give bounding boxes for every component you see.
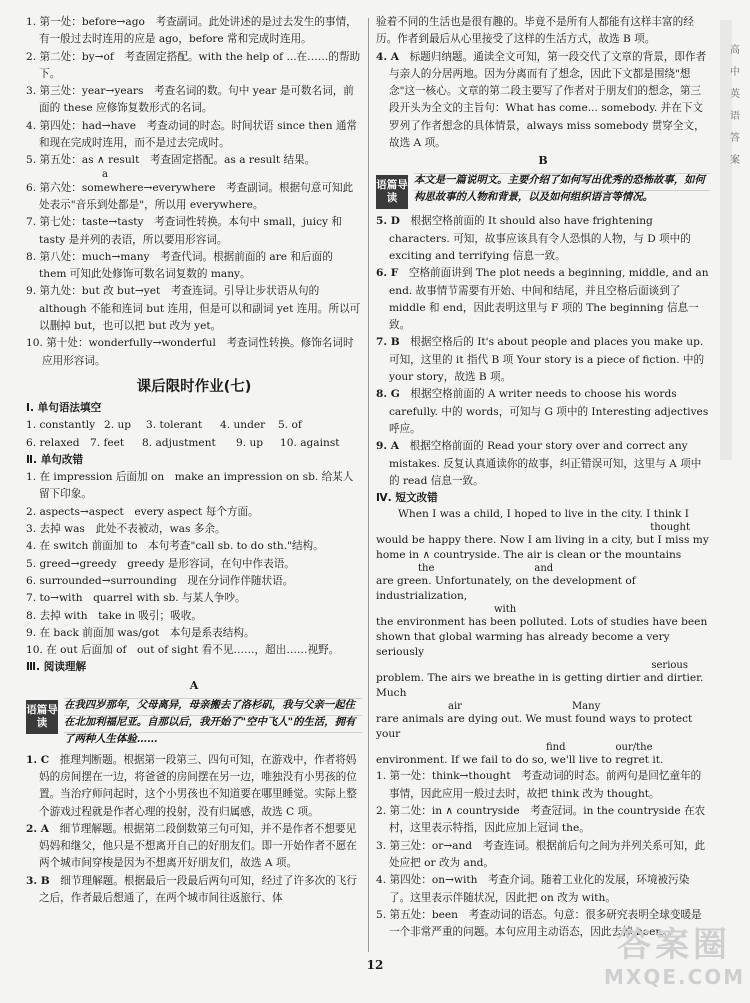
continued-text: 验着不同的生活也是很有趣的。毕竟不是所有人都能有这样丰富的经历。作者到最后从心里接受了这样的生活方式，故选 B 项。 [376, 16, 694, 46]
fill-answer: 5. of [278, 419, 302, 432]
answer-key: 1. C [26, 753, 50, 766]
fill-answer: 10. against [280, 436, 340, 449]
essay-correction: thought [650, 522, 690, 534]
column-divider [368, 18, 369, 952]
passage-letter-a: A [189, 678, 199, 692]
answer-key: 4. A [376, 50, 399, 63]
reading-answer [376, 386, 710, 438]
answer-item: 9. 第九处：but 改 but→yet 考查连词。引导让步状语从句的 although 不能和连词 but 连用，但是可以和副词 yet 连用。所以可以删掉 but，也可以把 but 改为 yet。 [26, 285, 361, 333]
caret-insert: a [102, 168, 108, 180]
answer-item: 5. 第五处：as ∧ result 考查固定搭配。as a result 结果。 [26, 154, 316, 167]
essay-line: environment. If we fail to do so, we'll live to regret it. [376, 754, 664, 767]
part2-heading: Ⅱ. 单句改错 [26, 453, 84, 466]
answer-item: 10. 第十处：wonderfully→wonderful 考查词性转换。修饰名词时应用形容词。 [26, 337, 354, 367]
answer-key: 7. B [376, 336, 400, 349]
reading-answer [26, 752, 362, 821]
correction-item: 4. 在 switch 前面加 to 本句考查"call sb. to do sth."结构。 [26, 540, 324, 553]
part4-heading: Ⅳ. 短文改错 [376, 492, 438, 505]
watermark-logo [604, 925, 744, 995]
watermark-url: MXQE.COM [604, 965, 746, 989]
watermark-text: 答案圈 [617, 925, 731, 965]
essay-line: would be happy there. Now I am living in a city, but I miss my [376, 534, 709, 547]
page-number: 12 [366, 958, 384, 972]
answer-explanation: 根据空格前面的 It should also have frightening characters. 可知，故事应该具有令人恐惧的人物，与 D 项中的 exciting and terrifying 信息一致。 [389, 215, 691, 262]
essay-correction: with [494, 604, 517, 616]
answer-key: 8. G [376, 388, 400, 401]
essay-correction-note: 3. 第三处：or→and 考查连词。根据前后句之间为并列关系可知，此处应把 or 改为 and。 [376, 839, 706, 869]
correction-item: 9. 在 back 前面加 was/got 本句是系表结构。 [26, 626, 255, 639]
correction-item: 3. 去掉 was 此处不表被动，was 多余。 [26, 523, 226, 536]
answer-explanation: 推理判断题。根据第一段第三、四句可知，在游戏中，作者将妈妈的房间摆在一边，将爸爸的房间摆在另一边，唯独没有小男孩的位置。当治疗师问起时，这个小男孩也不知道要在哪里睡觉。实际上整个游戏过程就是作者心理的投射，没有归属感，故选 C 项。 [39, 753, 357, 818]
essay-correction-note: 2. 第二处：in ∧ countryside 考查冠词。in the countryside 在农村，这里表示特指，因此应加上冠词 the。 [376, 805, 706, 835]
edge-char: 高 [730, 45, 740, 56]
part1-heading: Ⅰ. 单句语法填空 [26, 401, 102, 414]
part3-heading: Ⅲ. 阅读理解 [26, 661, 87, 674]
corrected-essay [376, 507, 710, 768]
answer-explanation: 根据空格后的 It's about people and places you make up. 可知，这里的 it 指代 B 项 Your story is a piece of fiction. 中的 your story，故选 B 项。 [389, 336, 705, 384]
reading-answer [376, 334, 710, 386]
essay-line: rare animals are dying out. We must found ways to protect your [376, 713, 693, 741]
guide-label: 语篇导读 [376, 175, 408, 209]
correction-item: 5. greed→greedy greedy 是形容词，在句中作表语。 [26, 557, 295, 570]
edge-char: 语 [730, 111, 740, 122]
left-column [26, 14, 362, 907]
correction-item: 7. to→with quarrel with sb. 与某人争吵。 [26, 592, 246, 605]
essay-correction-note: 1. 第一处：think→thought 考查动词的时态。前两句是回忆童年的事情，因此应用一般过去时，故把 think 改为 thought。 [376, 770, 702, 800]
guide-text: 在我四岁那年，父母离异，母亲搬去了洛杉矶，我与父亲一起住在北加利福尼亚。自那以后，我开始了"空中飞人"的生活，拥有了两种人生体验…… [64, 697, 362, 748]
essay-line: problem. The airs we breathe in is getting dirtier and dirtier. Much [376, 672, 704, 700]
fill-answer: 6. relaxed [26, 436, 80, 449]
answer-item: 1. 第一处：before→ago 考查副词。此处讲述的是过去发生的事情，有一般过去时连用的应是 ago，before 常和完成时连用。 [26, 16, 357, 46]
essay-correction-note: 5. 第五处：been 考查动词的语态。句意：很多研究表明全球变暖是一个非常严重的问题。本句应用主动语态，因此去掉 been。 [376, 908, 702, 939]
answer-key: 3. B [26, 874, 50, 887]
answer-explanation: 标题归纳题。通读全文可知，第一段交代了文章的背景，即作者与亲人的分居两地。因为分离而有了想念，因此下文都是围绕"想念"这一核心。文章的第二段主要写了作者对于朋友们的想念，第三段开头为全文的主旨句：What has come... somebody. 并在下文罗列了作者想念的具体情景，always miss somebody 贯穿全文，故选 A 项。 [389, 50, 707, 150]
essay-correction-note: 4. 第四处：on→with 考查介词。随着工业化的发展，环境被污染了。这里表示伴随状况，因此把 on 改为 with。 [376, 874, 690, 904]
reading-answer [376, 265, 710, 334]
answer-explanation: 根据空格前面的 A writer needs to choose his words carefully. 中的 words，可知与 G 项中的 Interesting adjectives 呼应。 [389, 388, 709, 435]
error-correction-answers-top [26, 14, 362, 370]
answer-item: 7. 第七处：taste→tasty 考查词性转换。本句中 small，juicy 和 tasty 是并列的表语，所以要用形容词。 [26, 216, 342, 246]
answer-key: 2. A [26, 822, 49, 835]
correction-item: 2. aspects→aspect every aspect 每个方面。 [26, 505, 259, 518]
answer-explanation: 细节理解题。根据最后一段最后两句可知，经过了许多次的飞行之后，作者最后想通了，在两个城市间往返旅行、体 [39, 874, 357, 905]
section-title: 课后限时作业(七) [136, 378, 252, 395]
answer-item: 2. 第二处：by→of 考查固定搭配。with the help of ...在……的帮助下。 [26, 50, 361, 80]
answer-item: 4. 第四处：had→have 考查动词的时态。时间状语 since then 通常和现在完成时连用，而不是过去完成时。 [26, 119, 358, 150]
edge-text [720, 40, 750, 400]
essay-correction: serious [651, 660, 688, 672]
reading-answer [376, 49, 710, 153]
reading-guide-b [376, 172, 710, 209]
fill-answer: 2. up [104, 419, 132, 432]
edge-char: 中 [730, 67, 740, 78]
answer-item: 8. 第八处：much→many 考查代词。根据前面的 are 和后面的 them 可知此处修饰可数名词复数的 many。 [26, 250, 333, 281]
reading-guide-a [26, 697, 362, 748]
essay-line: When I was a child, I hoped to live in the city. I think I [398, 508, 689, 521]
edge-char: 英 [730, 89, 740, 100]
answer-explanation: 细节理解题。根据第二段倒数第三句可知，并不是作者不想要见妈妈和继父，他只是不想离开自己的好朋友们。即一开始作者不愿在两个城市间穿梭是因为不想离开好朋友们，故选 A 项。 [39, 822, 357, 870]
fill-answer: 8. adjustment [142, 436, 216, 449]
guide-text: 本文是一篇说明文。主要介绍了如何写出优秀的恐怖故事，如何构思故事的人物和背景，以及如何组织语言等情况。 [414, 172, 710, 206]
reading-answer [26, 821, 362, 873]
fill-answer: 9. up [236, 436, 264, 449]
essay-line: shown that global warming has already become a very seriously [376, 631, 670, 659]
reading-answer [376, 213, 710, 265]
essay-line: are green. Unfortunately, on the development of industrialization, [376, 575, 636, 603]
fill-answer: 1. constantly [26, 419, 96, 432]
fill-answer: 3. tolerant [146, 419, 203, 432]
part1-row [26, 417, 362, 434]
correction-item: 1. 在 impression 后面加 on make an impression on sb. 给某人留下印象。 [26, 471, 354, 501]
answer-key: 9. A [376, 440, 399, 453]
right-column [376, 14, 710, 941]
correction-item: 8. 去掉 with take in 吸引；吸收。 [26, 609, 202, 622]
essay-correction: air Many [448, 701, 601, 713]
guide-label: 语篇导读 [26, 700, 58, 734]
essay-correction: the and [418, 563, 554, 575]
correction-item: 6. surrounded→surrounding 现在分词作伴随状语。 [26, 574, 294, 587]
part1-row [26, 435, 362, 452]
essay-correction: find our/the [546, 742, 653, 754]
fill-answer: 4. under [220, 419, 266, 432]
answer-explanation: 空格前面讲到 The plot needs a beginning, middle, and an end. 故事情节需要有开始、中间和结尾，并且空格后面谈到了 middle 和 end，因此表明这里与 F 项的 The beginning 信息一致。 [389, 267, 709, 332]
essay-line: home in ∧ countryside. The air is clean or the mountains [376, 549, 682, 562]
edge-char: 案 [730, 155, 740, 166]
reading-answer [26, 873, 362, 908]
essay-line: the environment has been polluted. Lots of studies have been [376, 616, 708, 629]
answer-item: 3. 第三处：year→years 考查名词的数。句中 year 是可数名词，前面的 these 应修饰复数形式的名词。 [26, 85, 354, 115]
answer-key: 5. D [376, 215, 400, 228]
answer-key: 6. F [376, 267, 399, 280]
reading-answer [376, 438, 710, 490]
passage-letter-b: B [538, 154, 548, 168]
answer-item: 6. 第六处：somewhere→everywhere 考查副词。根据句意可知此处表示"音乐到处都是"，所以用 everywhere。 [26, 181, 354, 211]
edge-char: 答 [730, 133, 740, 144]
correction-item: 10. 在 out 后面加 of out of sight 看不见……，超出……视野。 [26, 644, 340, 657]
fill-answer: 7. feet [90, 436, 125, 449]
answer-explanation: 根据空格前面的 Read your story over and correct any mistakes. 反复认真通读你的故事，纠正错误可知，这里与 A 项中的 read 信息一致。 [389, 440, 702, 487]
